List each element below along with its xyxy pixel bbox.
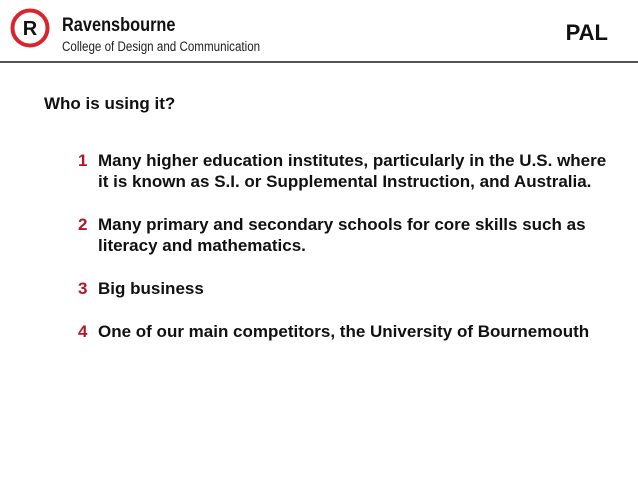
logo-letter: R	[22, 18, 38, 40]
item-text: Many higher education institutes, particularly in the U.S. where it is known as S.I. or Supplemental Instruction, and Australia.	[98, 151, 607, 191]
item-text: Big business	[98, 279, 204, 298]
header-divider	[0, 61, 638, 63]
item-number: 2	[78, 215, 88, 234]
item-number: 1	[78, 151, 88, 170]
list-item	[78, 321, 618, 342]
list-item	[78, 150, 618, 192]
item-text: One of our main competitors, the University of Bournemouth	[98, 322, 590, 341]
item-number: 3	[78, 279, 88, 298]
ravensbourne-logo-icon	[10, 8, 50, 48]
points-list	[78, 150, 618, 364]
slide-tag: PAL	[565, 20, 608, 45]
list-item	[78, 278, 618, 299]
brand-name: Ravensbourne	[62, 15, 176, 36]
item-text: Many primary and secondary schools for core skills such as literacy and mathematics.	[98, 215, 586, 255]
item-number: 4	[78, 322, 88, 341]
brand-subtitle: College of Design and Communication	[62, 39, 261, 54]
list-item	[78, 214, 618, 256]
section-heading: Who is using it?	[44, 94, 176, 113]
